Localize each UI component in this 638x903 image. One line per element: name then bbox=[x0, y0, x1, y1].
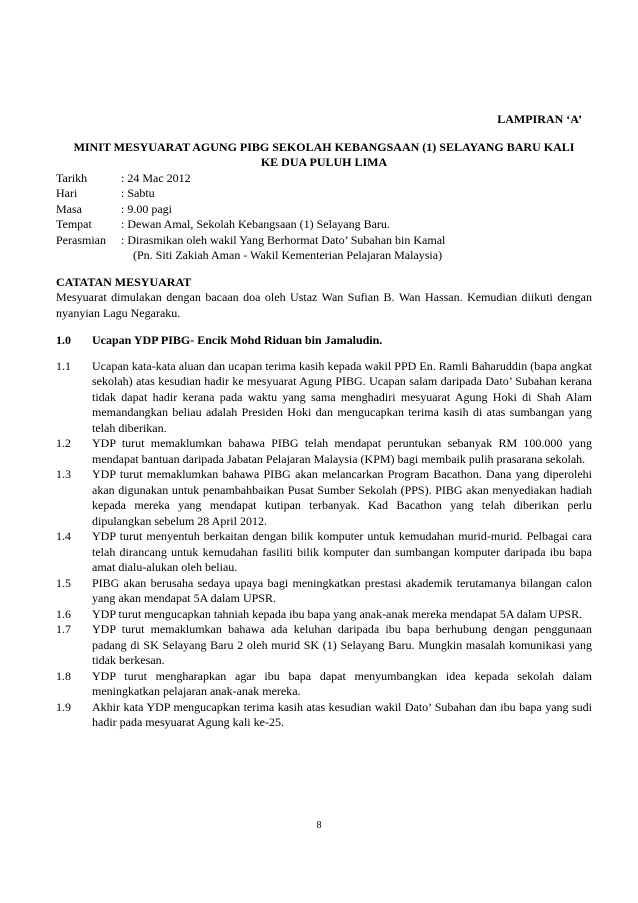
document-page bbox=[56, 112, 592, 731]
document-title bbox=[56, 140, 592, 171]
meta-key: Tarikh bbox=[56, 170, 88, 185]
catatan-text: Mesyuarat dimulakan dengan bacaan doa oleh Ustaz Wan Sufian B. Wan Hassan. Kemudian diikuti dengan nyanyian Lagu Negaraku. bbox=[56, 290, 592, 320]
list-item bbox=[56, 436, 592, 467]
list-item bbox=[56, 700, 592, 731]
list-item bbox=[56, 669, 592, 700]
title-line-1: MINIT MESYUARAT AGUNG PIBG SEKOLAH KEBANGSAAN (1) SELAYANG BARU KALI bbox=[73, 139, 575, 154]
meta-key: Masa bbox=[56, 201, 82, 216]
item-number: 1.2 bbox=[56, 436, 71, 450]
item-number: 1.9 bbox=[56, 699, 71, 714]
meta-row-tempat bbox=[56, 217, 445, 233]
minutes-list bbox=[56, 359, 592, 731]
list-item bbox=[56, 576, 592, 607]
item-text: YDP turut mengucapkan tahniah kepada ibu bapa yang anak-anak mereka mendapat 5A dalam UPSR. bbox=[92, 606, 583, 621]
item-number: 1.5 bbox=[56, 575, 71, 590]
meta-row-hari bbox=[56, 186, 445, 202]
meta-value: : 9.00 pagi bbox=[121, 201, 172, 216]
meta-value: : Sabtu bbox=[121, 186, 155, 200]
item-number: 1.7 bbox=[56, 622, 71, 636]
meta-value: : 24 Mac 2012 bbox=[121, 170, 191, 185]
appendix-label: LAMPIRAN ‘A’ bbox=[497, 112, 582, 126]
meta-key: Perasmian bbox=[56, 232, 106, 247]
section-heading bbox=[56, 333, 592, 349]
meta-row-tarikh bbox=[56, 171, 445, 187]
meta-row-masa bbox=[56, 202, 445, 218]
item-text: YDP turut mengharapkan agar ibu bapa dapat menyumbangkan idea kepada sekolah dalam meningkatkan pelajaran anak-anak mereka. bbox=[92, 668, 592, 698]
item-text: PIBG akan berusaha sedaya upaya bagi meningkatkan prestasi akademik terutamanya bilangan calon yang akan mendapat 5A dalam UPSR. bbox=[92, 575, 592, 605]
meta-value: : Dewan Amal, Sekolah Kebangsaan (1) Selayang Baru. bbox=[121, 217, 390, 231]
item-text: YDP turut menyentuh berkaitan dengan bilik komputer untuk kemudahan murid-murid. Pelbagai cara telah dirancang untuk kemudahan fasiliti bilik komputer dan sumbangan komputer daripada ibu bapa amat dialu-alukan oleh beliau. bbox=[92, 529, 592, 574]
list-item bbox=[56, 529, 592, 576]
item-text: YDP turut memaklumkan bahawa ada keluhan daripada ibu bapa berhubung dengan penggunaan padang di SK Selayang Baru 2 oleh murid SK (1) Selayang Baru. Mungkin masalah komunikasi yang tidak berkesan. bbox=[92, 622, 592, 667]
list-item bbox=[56, 622, 592, 669]
perasmian-note: (Pn. Siti Zakiah Aman - Wakil Kementerian Pelajaran Malaysia) bbox=[133, 248, 443, 262]
item-number: 1.6 bbox=[56, 606, 71, 621]
list-item bbox=[56, 359, 592, 437]
item-number: 1.3 bbox=[56, 467, 71, 481]
item-number: 1.8 bbox=[56, 668, 71, 683]
meeting-details bbox=[56, 171, 445, 264]
page-number: 8 bbox=[316, 820, 322, 831]
item-text: YDP turut memaklumkan bahawa PIBG telah mendapat peruntukan sebanyak RM 100.000 yang mendapat bantuan daripada Jabatan Pelajaran Malaysia (KPM) bagi membaik pulih prasarana sekolah. bbox=[92, 436, 592, 466]
item-text: YDP turut memaklumkan bahawa PIBG akan melancarkan Program Bacathon. Dana yang diperolehi akan digunakan untuk penambahbaikan Pusat Sumber Sekolah (PPS). PIBG akan menyediakan hadiah kepada mereka yang mendapat kutipan terbanyak. Kad Bacathon yang telah diberikan perlu dipulangkan sebelum 28 April 2012. bbox=[92, 467, 592, 528]
meta-key: Tempat bbox=[56, 217, 92, 231]
meta-value: : Dirasmikan oleh wakil Yang Berhormat Dato’ Subahan bin Kamal bbox=[121, 232, 446, 247]
list-item bbox=[56, 467, 592, 529]
section-number: 1.0 bbox=[56, 333, 71, 347]
meta-row-perasmian-note bbox=[56, 248, 445, 264]
title-line-2: KE DUA PULUH LIMA bbox=[260, 155, 388, 169]
item-number: 1.1 bbox=[56, 358, 71, 373]
item-number: 1.4 bbox=[56, 529, 71, 543]
section-title: Ucapan YDP PIBG- Encik Mohd Riduan bin Jamaludin. bbox=[92, 333, 383, 347]
item-text: Akhir kata YDP mengucapkan terima kasih atas kesudian wakil Dato’ Subahan dan ibu bapa yang sudi hadir pada mesyuarat Agung kali ke-25. bbox=[92, 699, 592, 729]
list-item bbox=[56, 607, 592, 623]
catatan-heading: CATATAN MESYUARAT bbox=[56, 274, 192, 289]
item-text: Ucapan kata-kata aluan dan ucapan terima kasih kepada wakil PPD En. Ramli Baharuddin (bapa angkat sekolah) atas kesudian hadir ke mesyuarat Agung PIBG. Ucapan salam daripada Dato’ Subahan kerana tidak dapat hadir kerana pada waktu yang sama menghadiri mesyuarat Agung Hoki di Shah Alam memandangkan beliau adalah Presiden Hoki dan mengucapkan terima kasih di atas sumbangan yang telah diberikan. bbox=[92, 358, 592, 435]
meta-key: Hari bbox=[56, 186, 78, 200]
meta-row-perasmian bbox=[56, 233, 445, 249]
